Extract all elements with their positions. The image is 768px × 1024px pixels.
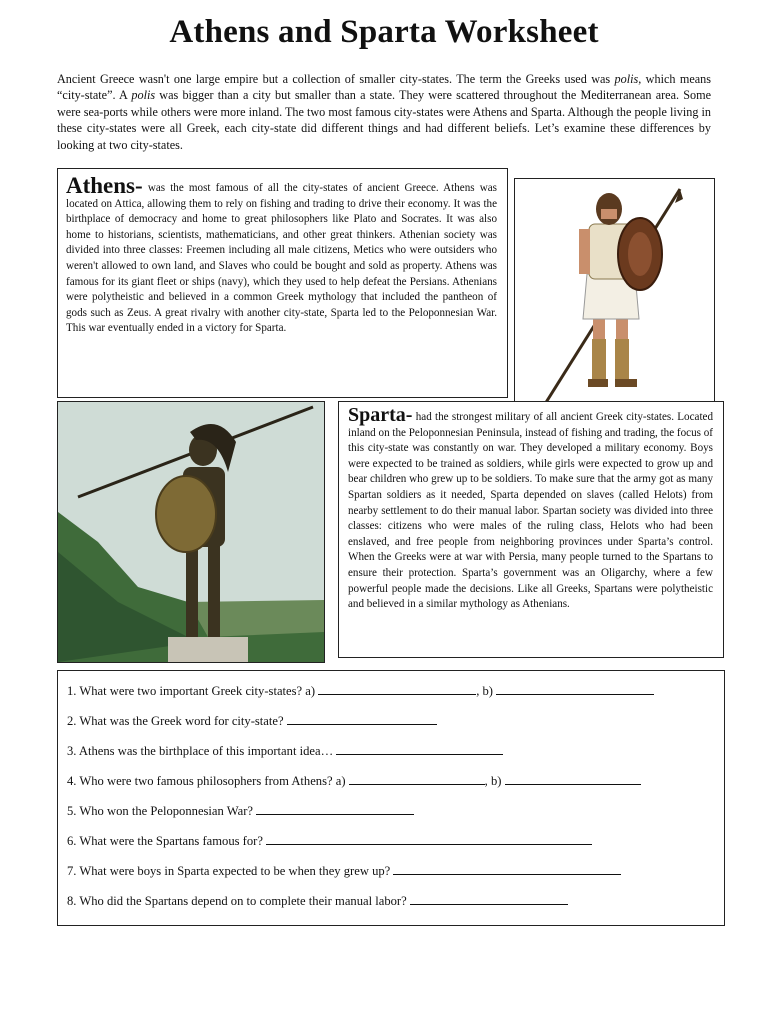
question-5: 5. Who won the Peloponnesian War? [67, 803, 714, 833]
answer-blank[interactable] [496, 683, 654, 695]
answer-blank[interactable] [266, 833, 592, 845]
answer-blank[interactable] [410, 893, 568, 905]
sparta-section [338, 401, 724, 658]
question-4: 4. Who were two famous philosophers from Athens? a) , b) [67, 773, 714, 803]
athens-heading: Athens- [66, 173, 143, 198]
sparta-text: had the strongest military of all ancient Greek city-states. Located inland on the Peloponnesian Peninsula, instead of fishing and trading, the focus of this city-state was constantly on war. They developed a military economy. Boys were expected to be trained as soldiers, while girls were expected to grow up and bear children who grew up to be soldiers. To make sure that the army got as many Spartan soldiers as it needed, Sparta depended on slaves (called Helots) from nearby settlement to do their manual labor. Spartan society was divided into three classes: citizens who were males of the ruling class, Helots who had been enslaved, and free people from neighboring provinces under Sparta’s control. When the Greeks were at war with Persia, many people turned to the Spartans to ensure their protection. Sparta’s government was an Oligarchy, where a few powerful people made the decisions. Like all Greeks, Spartans were polytheistic and believed in a similar mythology as Athenians. [348, 411, 713, 611]
sparta-heading: Sparta- [348, 404, 413, 426]
answer-blank[interactable] [256, 803, 414, 815]
hoplite-warrior-image [514, 178, 715, 415]
answer-blank[interactable] [336, 743, 503, 755]
answer-blank[interactable] [505, 773, 641, 785]
question-2: 2. What was the Greek word for city-state? [67, 713, 714, 743]
question-6: 6. What were the Spartans famous for? [67, 833, 714, 863]
athens-section [57, 168, 508, 398]
question-8: 8. Who did the Spartans depend on to complete their manual labor? [67, 893, 714, 923]
intro-paragraph: Ancient Greece wasn't one large empire but a collection of smaller city-states. The term the Greeks used was polis, which means “city-state”. A polis was bigger than a city but smaller than a state. They were scattered throughout the Mediterranean area. Some were sea-ports while others were more inland. The two most famous city-states were Athens and Sparta. Although the people living in these city-states were all Greek, each city-state did different things and had different beliefs. Let’s examine these differences by looking at two city-states. [57, 72, 711, 152]
athens-text: was the most famous of all the city-states of ancient Greece. Athens was located on Attica, allowing them to rely on fishing and trading to drive their economy. It was the birthplace of democracy and home to great philosophers like Plato and Socrates. It was also home to historians, scientists, mathematicians, and other great thinkers. Athenian society was divided into three classes: Freemen including all male citizens, Metics who were outsiders who weren't allowed to own land, and Slaves who could be bought and sold as property. Athens was famous for its giant fleet or ships (navy), which they used to help defeat the Persians. Athenians were polytheistic and believed in a common Greek mythology that included the pantheon of gods such as Zeus. A great rivalry with another city-state, Sparta led to the Peloponnesian War. This war eventually ended in a victory for Sparta. [66, 182, 497, 335]
sparta-paragraph [348, 404, 713, 613]
answer-blank[interactable] [393, 863, 621, 875]
answer-blank[interactable] [318, 683, 476, 695]
question-1: 1. What were two important Greek city-states? a) , b) [67, 683, 714, 713]
answer-blank[interactable] [287, 713, 437, 725]
question-7: 7. What were boys in Sparta expected to be when they grew up? [67, 863, 714, 893]
leonidas-statue-image [57, 401, 325, 663]
page-title: Athens and Sparta Worksheet [169, 14, 599, 50]
questions-section [57, 670, 725, 926]
athens-paragraph [66, 173, 497, 337]
question-3: 3. Athens was the birthplace of this important idea… [67, 743, 714, 773]
answer-blank[interactable] [349, 773, 485, 785]
